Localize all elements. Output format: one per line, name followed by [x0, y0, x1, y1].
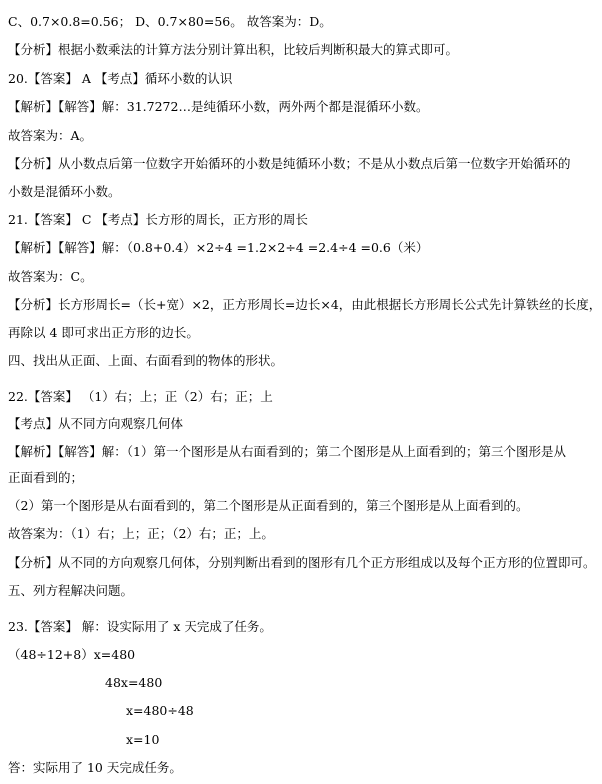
q23-answer-header: 23.【答案】 解：设实际用了 x 天完成了任务。 — [8, 619, 272, 634]
q22-solution-line2: 正面看到的； — [8, 470, 84, 485]
q22-solution-line1: 【解析】【解答】解：（1）第一个图形是从右面看到的；第二个图形是从上面看到的；第三个图形是从 — [8, 444, 566, 459]
q20-analysis-line2: 小数是混循环小数。 — [8, 184, 121, 199]
q23-equation-step4: x=10 — [126, 732, 160, 747]
q23-conclusion: 答：实际用了 10 天完成任务。 — [8, 760, 182, 775]
q22-answer-header: 22.【答案】 （1）右；上；正（2）右；正；上 — [8, 389, 273, 404]
q21-answer-header: 21.【答案】 C 【考点】长方形的周长，正方形的周长 — [8, 212, 308, 227]
q19-options-line: C、0.7×0.8=0.56； D、0.7×80=56。 故答案为：D。 — [8, 14, 332, 29]
q22-final-answer: 故答案为：（1）右；上；正；（2）右；正；上。 — [8, 526, 274, 541]
q19-analysis: 【分析】根据小数乘法的计算方法分别计算出积，比较后判断积最大的算式即可。 — [8, 42, 459, 57]
q22-topic: 【考点】从不同方向观察几何体 — [8, 416, 184, 431]
q20-solution: 【解析】【解答】解：31.7272…是纯循环小数，两外两个都是混循环小数。 — [8, 99, 429, 114]
q23-equation-step1: （48÷12+8）x=480 — [8, 647, 136, 662]
q23-equation-step3: x=480÷48 — [126, 703, 194, 718]
section-4-heading: 四、找出从正面、上面、右面看到的物体的形状。 — [8, 353, 284, 368]
section-5-heading: 五、列方程解决问题。 — [8, 583, 134, 598]
q23-equation-step2: 48x=480 — [105, 675, 163, 690]
q22-solution-line3: （2）第一个图形是从右面看到的，第二个图形是从正面看到的，第三个图形是从上面看到的。 — [8, 498, 529, 513]
q21-analysis-line1: 【分析】长方形周长=（长+宽）×2，正方形周长=边长×4，由此根据长方形周长公式先计算铁丝的长度， — [8, 297, 602, 312]
q21-analysis-line2: 再除以 4 即可求出正方形的边长。 — [8, 325, 199, 340]
q21-final-answer: 故答案为：C。 — [8, 269, 93, 284]
q20-answer-header: 20.【答案】 A 【考点】循环小数的认识 — [8, 71, 233, 86]
q20-analysis-line1: 【分析】从小数点后第一位数字开始循环的小数是纯循环小数；不是从小数点后第一位数字开始循环的 — [8, 156, 571, 171]
q22-analysis: 【分析】从不同的方向观察几何体，分别判断出看到的图形有几个正方形组成以及每个正方形的位置即可。 — [8, 555, 596, 570]
q20-final-answer: 故答案为：A。 — [8, 128, 93, 143]
q21-solution: 【解析】【解答】解：（0.8+0.4）×2÷4 =1.2×2÷4 =2.4÷4 =0.6（米） — [8, 240, 429, 255]
